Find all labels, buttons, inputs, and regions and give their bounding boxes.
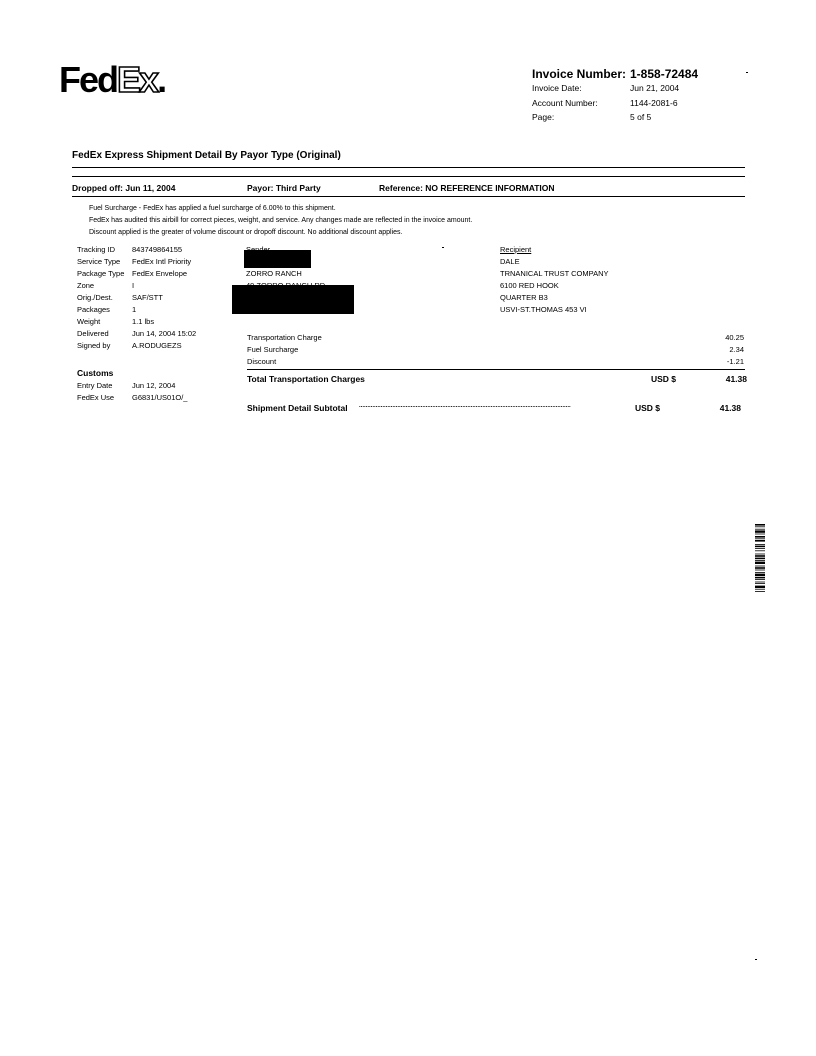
- invoice-number-label: Invoice Number:: [532, 67, 627, 81]
- charges-divider: [247, 369, 745, 370]
- sender-redaction-address: [232, 285, 354, 314]
- barcode-bar: [755, 579, 765, 580]
- barcode-bar: [755, 536, 765, 538]
- transportation-charge: 40.25: [725, 333, 744, 342]
- logo-dot: .: [157, 59, 166, 100]
- dropped-off: Dropped off: Jun 11, 2004: [72, 183, 176, 193]
- tracking-id: 843749864155: [132, 245, 183, 254]
- barcode-bar: [755, 591, 765, 592]
- barcode-bar: [755, 530, 765, 532]
- barcode-bar: [755, 560, 765, 561]
- barcode-bar: [755, 544, 765, 545]
- reference: Reference: NO REFERENCE INFORMATION: [379, 183, 555, 193]
- subtotal-currency: USD $: [635, 403, 661, 413]
- barcode-bar: [755, 538, 765, 539]
- invoice-date-label: Invoice Date:: [532, 83, 582, 93]
- logo-ex-text: Ex: [117, 59, 158, 100]
- barcode-bar: [755, 572, 765, 573]
- entry-date: Jun 12, 2004: [132, 381, 176, 390]
- barcode-bar: [755, 555, 765, 557]
- transportation-charge-label: Transportation Charge: [247, 333, 322, 342]
- barcode-bar: [755, 550, 765, 551]
- barcode-bar: [755, 586, 765, 588]
- account-number-label: Account Number:: [532, 98, 598, 108]
- discount-label: Discount: [247, 357, 277, 366]
- barcode-bar: [755, 529, 765, 530]
- fedex-use: G6831/US01O/_: [132, 393, 188, 402]
- payor: Payor: Third Party: [247, 183, 321, 193]
- orig-dest-label: Orig./Dest.: [77, 293, 113, 302]
- barcode-bar: [755, 589, 765, 590]
- weight-label: Weight: [77, 317, 101, 326]
- section-title: FedEx Express Shipment Detail By Payor Type (Original): [72, 150, 341, 161]
- service-type-label: Service Type: [77, 257, 121, 266]
- barcode-bar: [755, 582, 765, 583]
- scan-mark: [746, 72, 748, 73]
- fuel-surcharge: 2.34: [729, 345, 744, 354]
- total-transportation-label: Total Transportation Charges: [247, 374, 365, 384]
- weight: 1.1 lbs: [132, 317, 155, 326]
- signed-by: A.RODUGEZS: [132, 341, 182, 350]
- delivered: Jun 14, 2004 15:02: [132, 329, 197, 338]
- barcode-bar: [755, 583, 765, 584]
- total-transportation: 41.38: [725, 374, 747, 384]
- scan-mark-mid: [442, 247, 444, 248]
- account-number: 1144-2081-6: [630, 98, 678, 108]
- packages-label: Packages: [77, 305, 110, 314]
- recipient-city: USVI-ST.THOMAS 453 VI: [500, 305, 587, 314]
- subtotal-label: Shipment Detail Subtotal: [247, 403, 348, 413]
- barcode-bar: [755, 546, 765, 548]
- logo-fed-text: Fed: [59, 59, 118, 100]
- divider-header-top: [72, 176, 745, 177]
- fedex-logo: [59, 59, 166, 100]
- service-type: FedEx Intl Priority: [132, 257, 192, 266]
- recipient-company: TRNANICAL TRUST COMPANY: [500, 269, 609, 278]
- barcode-bar: [755, 534, 765, 535]
- barcode-bar: [755, 570, 765, 571]
- barcode-graphic: [755, 524, 765, 620]
- entry-date-label: Entry Date: [77, 381, 113, 390]
- orig-dest: SAF/STT: [132, 293, 163, 302]
- recipient-title: Recipient: [500, 245, 532, 254]
- zone-label: Zone: [77, 281, 95, 290]
- recipient-address2: QUARTER B3: [500, 293, 548, 302]
- barcode-bar: [755, 548, 765, 549]
- barcode-bar: [755, 558, 765, 560]
- divider-top: [72, 167, 745, 168]
- fedex-use-label: FedEx Use: [77, 393, 115, 402]
- packages: 1: [132, 305, 137, 314]
- note-discount: Discount applied is the greater of volume discount or dropoff discount. No additional discount applies.: [89, 229, 403, 236]
- invoice-date: Jun 21, 2004: [630, 83, 680, 93]
- tracking-id-label: Tracking ID: [77, 245, 116, 254]
- package-type: FedEx Envelope: [132, 269, 188, 278]
- subtotal-leader: ...............................................................................................................................: [359, 403, 571, 409]
- barcode-bar: [755, 540, 765, 542]
- package-type-label: Package Type: [77, 269, 125, 278]
- note-audit: FedEx has audited this airbill for correct pieces, weight, and service. Any changes made are reflected in the invoice amount.: [89, 217, 473, 224]
- zone: I: [132, 281, 135, 290]
- barcode-bar: [755, 562, 765, 564]
- customs-title: Customs: [77, 368, 114, 378]
- divider-header-bottom: [72, 196, 745, 197]
- invoice-number: 1-858-72484: [630, 67, 699, 81]
- barcode-bar: [755, 574, 765, 576]
- signed-by-label: Signed by: [77, 341, 111, 350]
- barcode-bar: [755, 554, 765, 555]
- barcode-bar: [755, 526, 765, 527]
- page-label: Page:: [532, 112, 555, 122]
- fuel-surcharge-label: Fuel Surcharge: [247, 345, 299, 354]
- barcode-bar: [755, 566, 765, 567]
- scan-mark-bottom: [755, 959, 757, 960]
- delivered-label: Delivered: [77, 329, 109, 338]
- sender-company: ZORRO RANCH: [246, 269, 302, 278]
- barcode-bar: [755, 524, 765, 526]
- recipient-name: DALE: [500, 257, 520, 266]
- barcode-bar: [755, 567, 765, 569]
- note-fuel-surcharge: Fuel Surcharge - FedEx has applied a fuel surcharge of 6.00% to this shipment.: [89, 205, 336, 212]
- subtotal-value: 41.38: [719, 403, 741, 413]
- recipient-address1: 6100 RED HOOK: [500, 281, 559, 290]
- discount: -1.21: [726, 357, 744, 366]
- page-number: 5 of 5: [630, 112, 652, 122]
- sender-redaction-name: [244, 250, 311, 268]
- total-currency: USD $: [651, 374, 677, 384]
- barcode-bar: [755, 577, 765, 579]
